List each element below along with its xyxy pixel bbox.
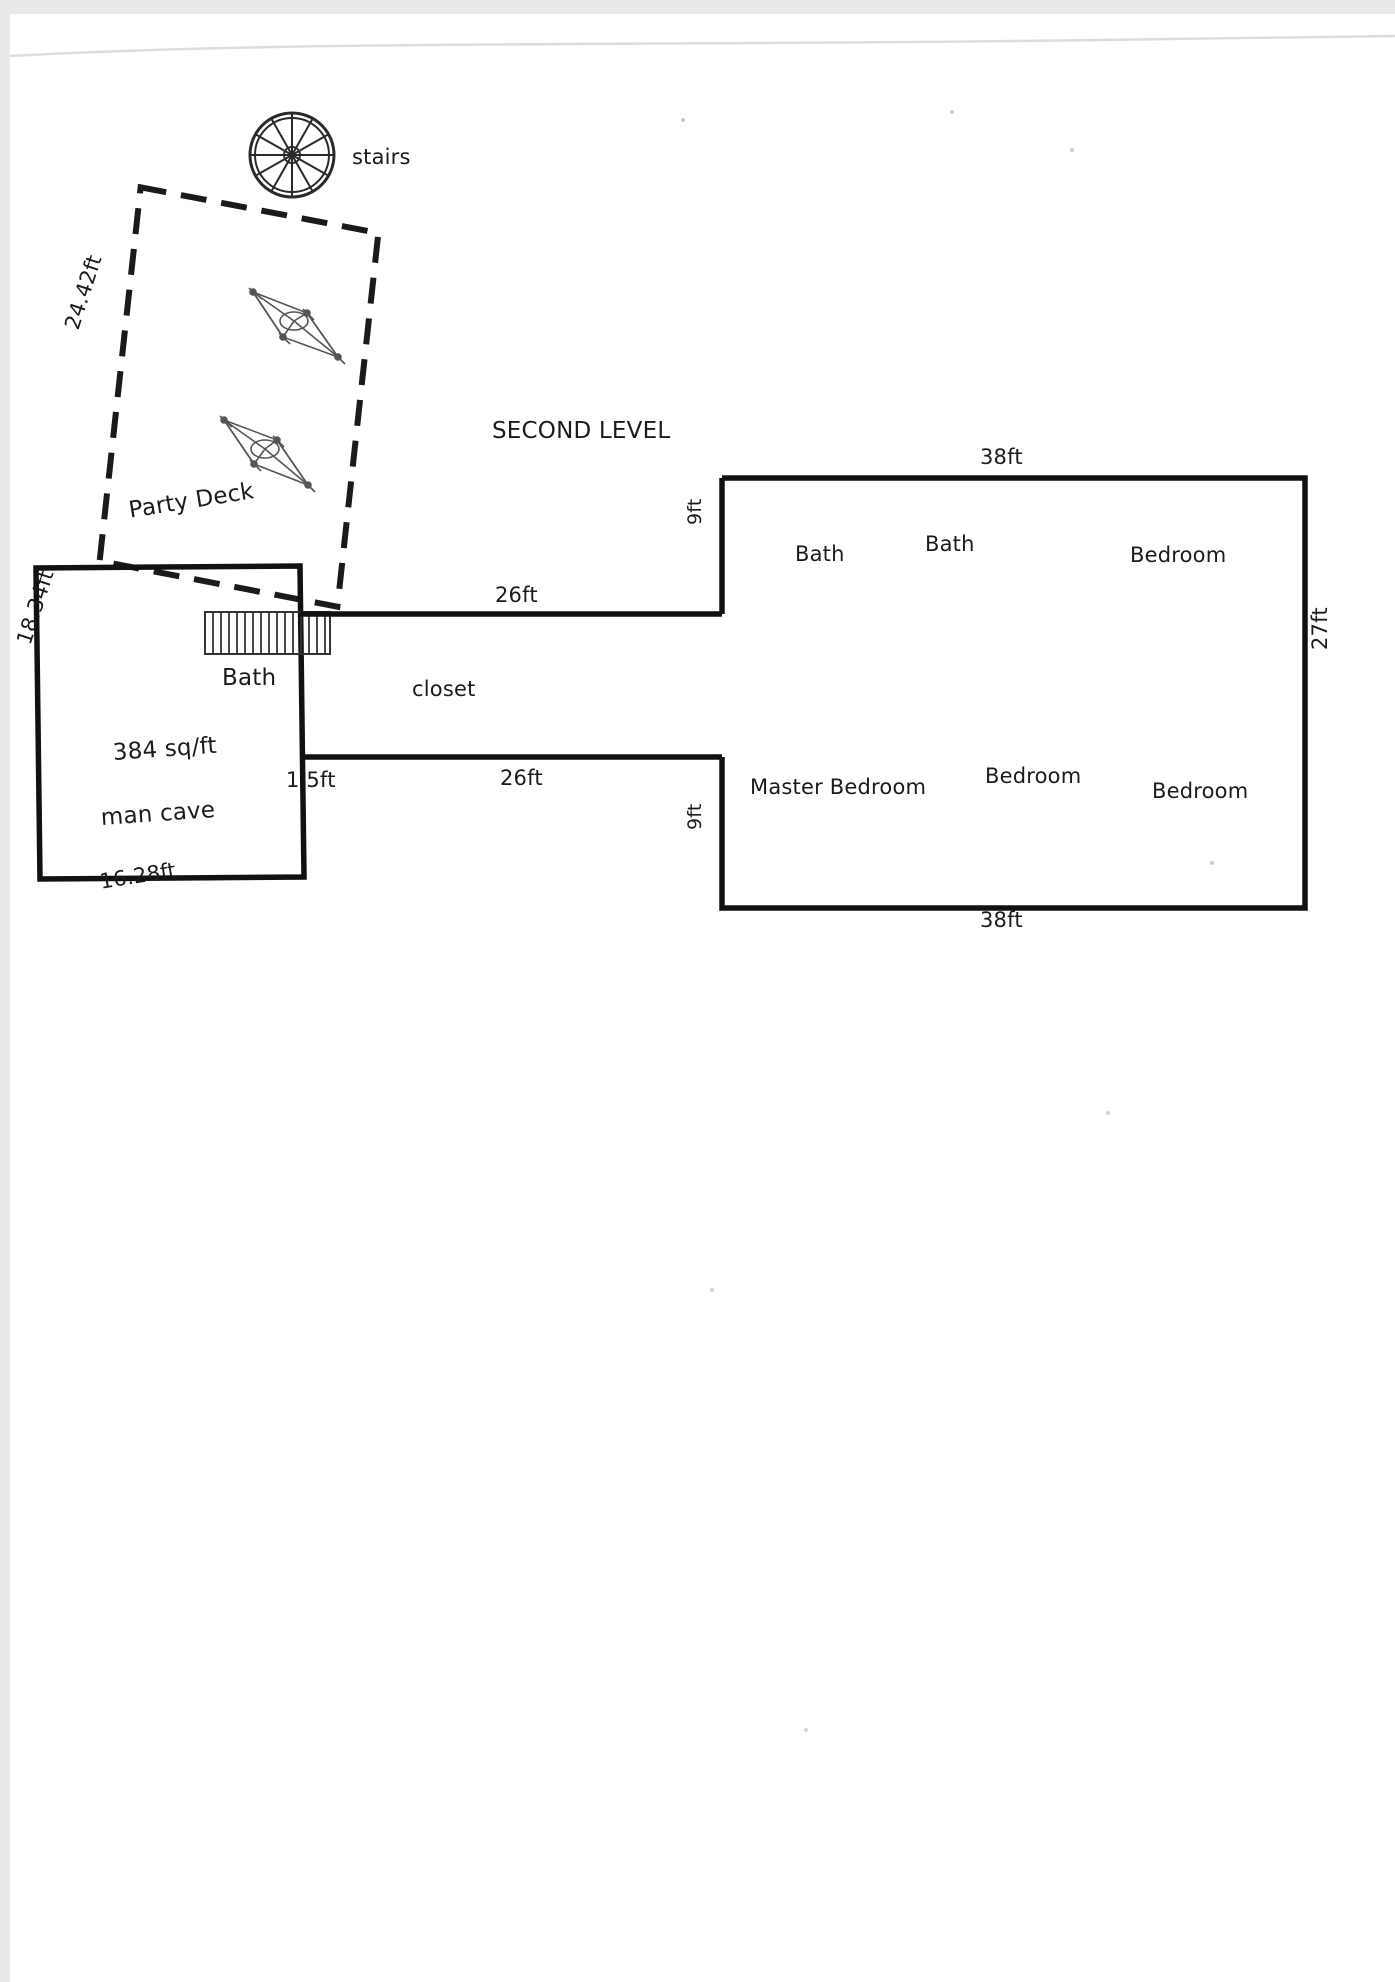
dimension-right-bottom: 38ft — [980, 908, 1023, 932]
dimension-corridor-bottom: 26ft — [500, 766, 543, 790]
dimension-left-width: 16.28ft — [98, 857, 178, 894]
label-bedroom-upper: Bedroom — [1130, 543, 1227, 567]
label-bedroom-lower-1: Bedroom — [985, 764, 1082, 788]
dimension-corridor-bottom-height: 9ft — [684, 803, 706, 830]
label-stairs: stairs — [352, 145, 411, 169]
party-deck-outline — [87, 179, 392, 615]
label-master-bedroom: Master Bedroom — [750, 775, 927, 799]
spiral-staircase-icon — [250, 113, 334, 197]
dimension-right-height: 27ft — [1308, 607, 1332, 650]
label-party-deck: Party Deck — [127, 478, 256, 524]
label-bath-upper-2: Bath — [925, 532, 975, 556]
dimension-left-height: 18.34ft — [12, 566, 59, 648]
patio-table-upper — [249, 288, 345, 364]
dimension-deck-long: 24.42ft — [60, 251, 107, 333]
scan-edge-left — [0, 0, 10, 1982]
dimension-corridor-small: 1.5ft — [286, 768, 336, 792]
label-second-level: SECOND LEVEL — [492, 418, 671, 444]
dimension-corridor-top: 26ft — [495, 583, 538, 607]
dimension-right-top: 38ft — [980, 445, 1023, 469]
stair-flight-icon — [205, 612, 330, 654]
label-closet: closet — [412, 677, 476, 701]
label-bedroom-lower-2: Bedroom — [1152, 779, 1249, 803]
label-man-cave: man cave — [100, 797, 217, 831]
closet-corridor-outline — [300, 614, 722, 757]
dimension-corridor-top-height: 9ft — [684, 498, 706, 525]
label-bath-left: Bath — [222, 665, 277, 691]
label-man-cave-area: 384 sq/ft — [112, 732, 218, 766]
label-bath-upper-1: Bath — [795, 542, 845, 566]
scan-edge-top — [0, 0, 1395, 14]
man-cave-outline — [36, 566, 304, 879]
